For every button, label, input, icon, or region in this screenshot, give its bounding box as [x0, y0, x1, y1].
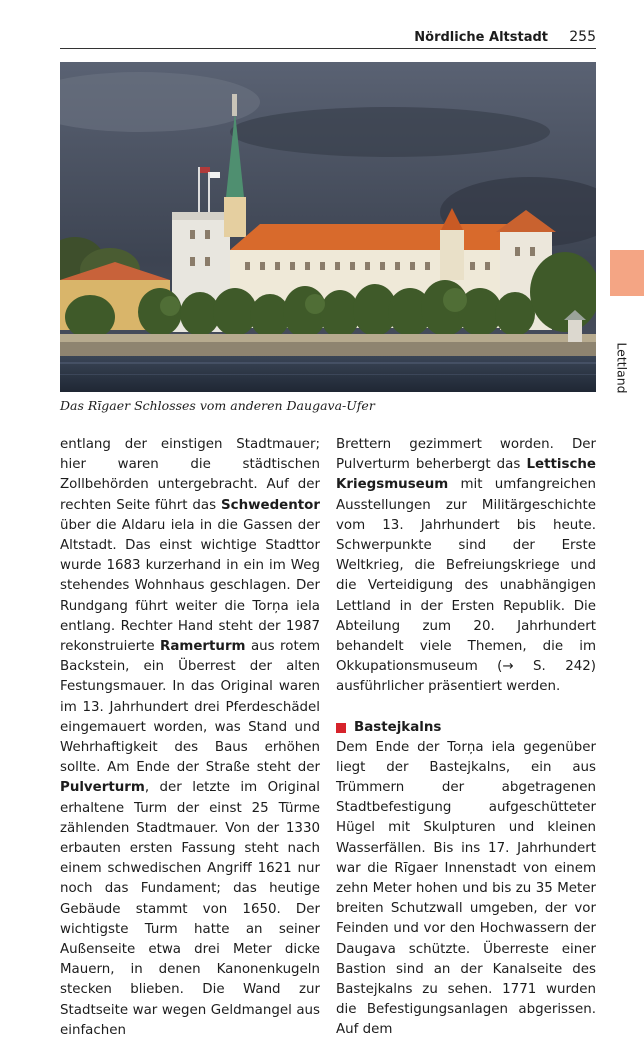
subheading-text: Bastejkalns: [354, 719, 442, 735]
body-paragraph: Brettern gezimmert worden. Der Pulverturm beherbergt das Lettische Kriegsmuseum mit umfangreichen Ausstellungen zur Militärgeschichte vom 13. Jahrhundert bis heute. Schwerpunkte sind der Erste Weltkrieg, die Befreiungskriege und die Verteidigung des unabhängigen Lettland in der Ersten Republik. Die Abteilung zum 20. Jahrhundert behandelt viele Themen, die im Okkupationsmuseum (→ S. 242) ausführlicher präsentiert werden.: [336, 437, 596, 695]
photo-caption: Das Rīgaer Schlosses vom anderen Daugava-Ufer: [60, 398, 375, 413]
running-header: [60, 28, 596, 49]
chapter-tab-label: Lettland: [614, 342, 630, 394]
highlighted-term: Schwedentor: [221, 497, 320, 513]
highlighted-term: Pulverturm: [60, 780, 145, 796]
body-paragraph: entlang der einstigen Stadtmauer; hier waren die städtischen Zollbehörden untergebracht. Auf der rechten Seite führt das Schwedentor über die Aldaru iela in die Gassen der Altstadt. Das einst wichtige Stadttor wurde 1683 kurzerhand in ein im Weg stehendes Wohnhaus geschlagen. Der Rundgang führt weiter die Torņa iela entlang. Rechter Hand steht der 1987 rekonstruierte Ramerturm aus rotem Backstein, ein Überrest der alten Festungsmauer. In das Original waren im 13. Jahrhundert drei Pferdeschädel eingemauert worden, was Stand und Wehrhaftigkeit des Baus erhöhen sollte. Am Ende der Straße steht der Pulverturm, der letzte im Original erhaltene Turm der einst 25 Türme zählenden Stadtmauer. Von der 1330 erbauten ersten Fassung steht nach einem schwedischen Angriff 1621 nur noch das Fundament; das heutige Gebäude stammt von 1650. Der wichtigste Turm hatte an seiner Außenseite etwa drei Meter dicke Mauern, in denen Kanonenkugeln stecken blieben. Die Wand zur Stadtseite war wegen Geldmangel aus einfachen: [60, 437, 320, 1038]
section-subheading: [336, 718, 596, 738]
red-square-icon: [336, 723, 346, 733]
chapter-tab-marker: [610, 250, 644, 296]
body-paragraph: Dem Ende der Torņa iela gegenüber liegt der Bastejkalns, ein aus Trümmern der abgetragenen Stadtbefestigung aufgeschütteter Hügel mit Skulpturen und kleinen Wasserfällen. Bis ins 17. Jahrhundert war die Rīgaer Innenstadt von einem zehn Meter hohen und bis zu 35 Meter breiten Schutzwall umgeben, der vor Feinden und vor den Hochwassern der Daugava schützte. Überreste einer Bastion sind an der Kanalseite des Bastejkalns zu sehen. 1771 wurden die Befestigungsanlagen abgerissen. Auf dem: [336, 739, 596, 1038]
text-column-left: [60, 435, 320, 1041]
chapter-tab: [612, 338, 632, 398]
section-title: Nördliche Altstadt: [414, 30, 548, 45]
text-column-right: [336, 435, 596, 1041]
highlighted-term: Lettische Kriegsmuseum: [336, 457, 596, 493]
highlighted-term: Ramerturm: [160, 639, 246, 655]
page-number: 255: [569, 29, 596, 45]
castle-photo: [60, 62, 596, 392]
